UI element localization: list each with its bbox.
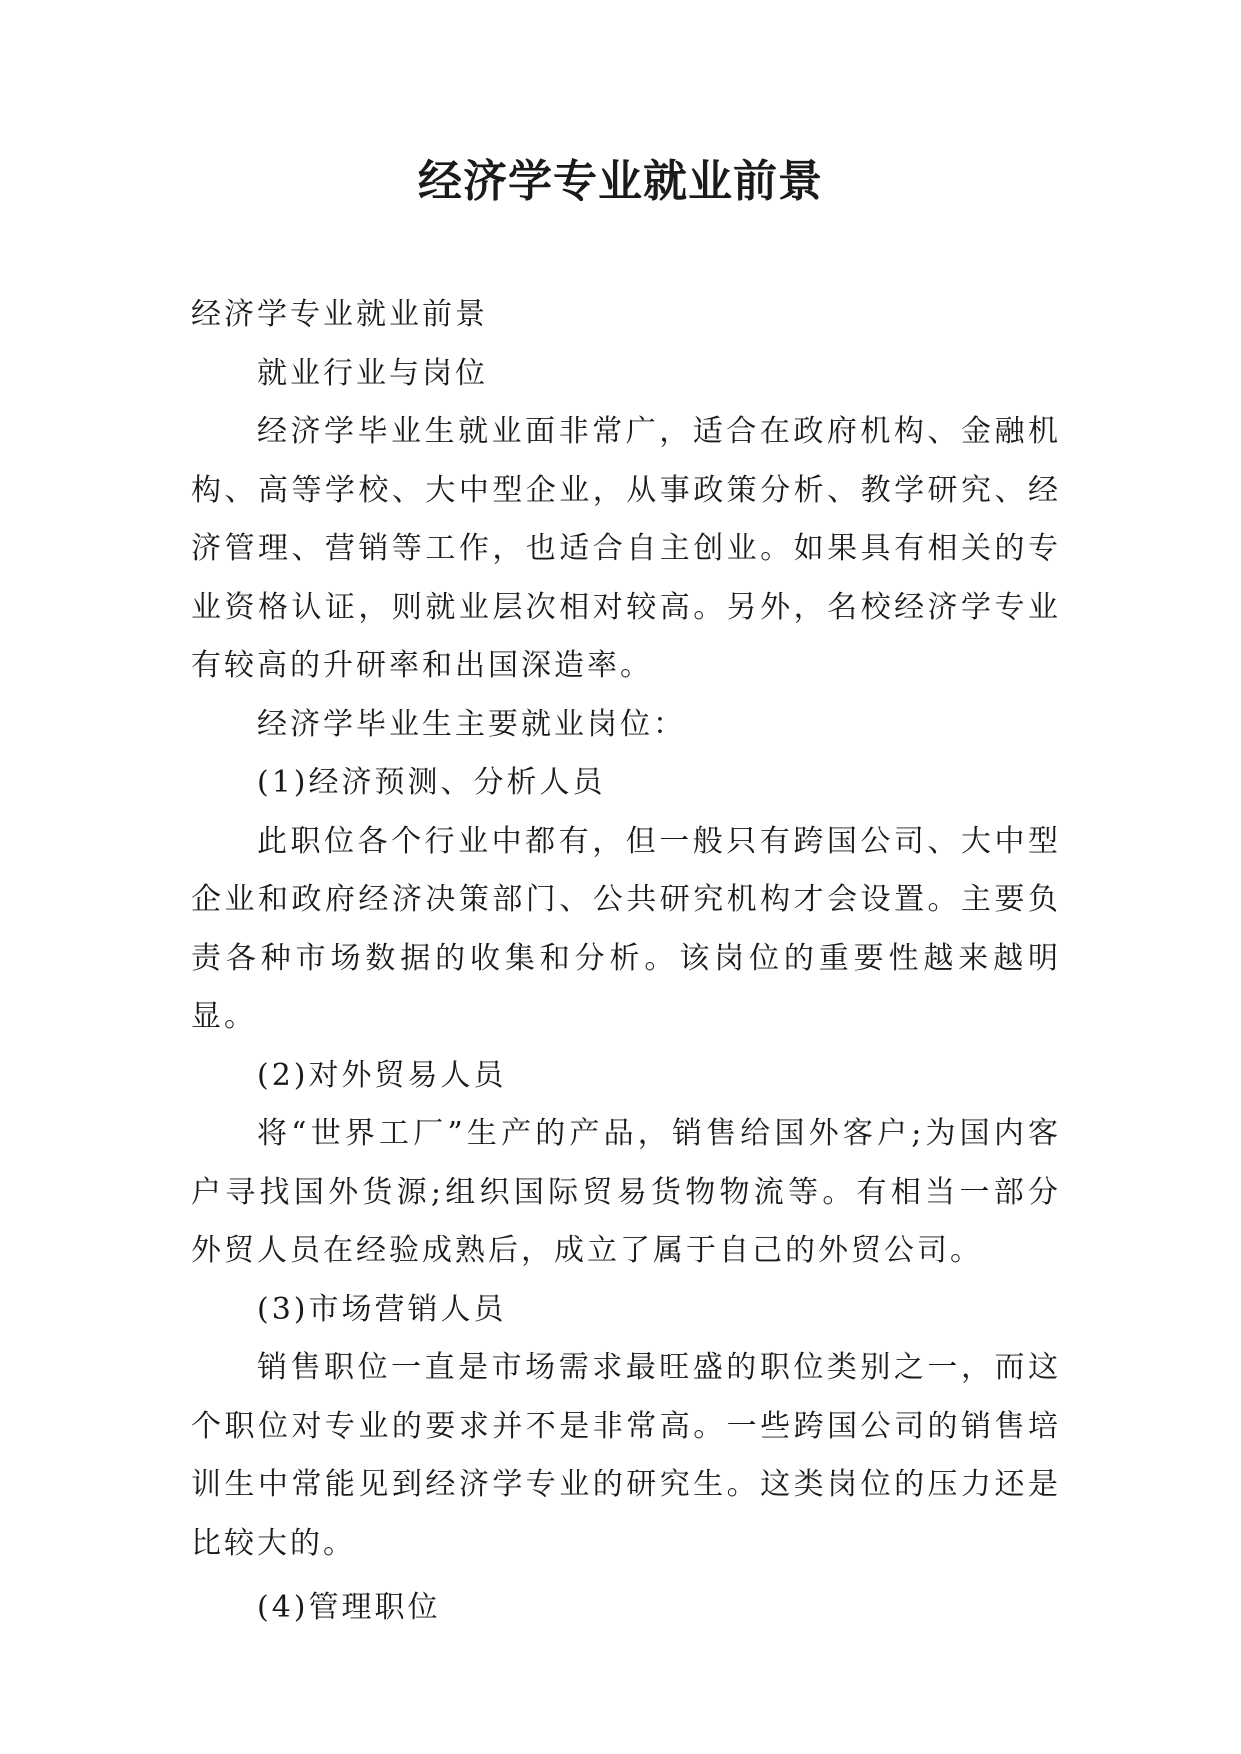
paragraph-position-4-title: (4)管理职位 xyxy=(257,1590,441,1625)
paragraph-position-2-title: (2)对外贸易人员 xyxy=(257,1057,507,1093)
paragraph-overview: 经济学毕业生就业面非常广，适合在政府机构、金融机构、高等学校、大中型企业，从事政策分析、教学研究、经济管理、营销等工作，也适合自主创业。如果具有相关的专业资格认证，则就业层次相对较高。另外，名校经济学专业有较高的升研率和出国深造率。 xyxy=(191,414,1061,683)
paragraph-positions-intro: 经济学毕业生主要就业岗位： xyxy=(257,706,686,742)
paragraph-position-3-body: 销售职位一直是市场需求最旺盛的职位类别之一，而这个职位对专业的要求并不是非常高。一些跨国公司的销售培训生中常能见到经济学专业的研究生。这类岗位的压力还是比较大的。 xyxy=(191,1350,1061,1561)
paragraph-position-3-title: (3)市场营销人员 xyxy=(257,1291,507,1327)
paragraph-heading: 经济学专业就业前景 xyxy=(191,297,488,332)
paragraph-position-1-body: 此职位各个行业中都有，但一般只有跨国公司、大中型企业和政府经济决策部门、公共研究机构才会设置。主要负责各种市场数据的收集和分析。该岗位的重要性越来越明显。 xyxy=(191,823,1061,1034)
paragraph-position-2-body: 将“世界工厂”生产的产品，销售给国外客户;为国内客户寻找国外货源;组织国际贸易货物物流等。有相当一部分外贸人员在经验成熟后，成立了属于自己的外贸公司。 xyxy=(191,1116,1061,1268)
document-body xyxy=(191,286,1061,1638)
document-title: 经济学专业就业前景 xyxy=(418,156,823,207)
paragraph-position-1-title: (1)经济预测、分析人员 xyxy=(257,765,606,800)
paragraph-section-heading: 就业行业与岗位 xyxy=(257,355,488,391)
